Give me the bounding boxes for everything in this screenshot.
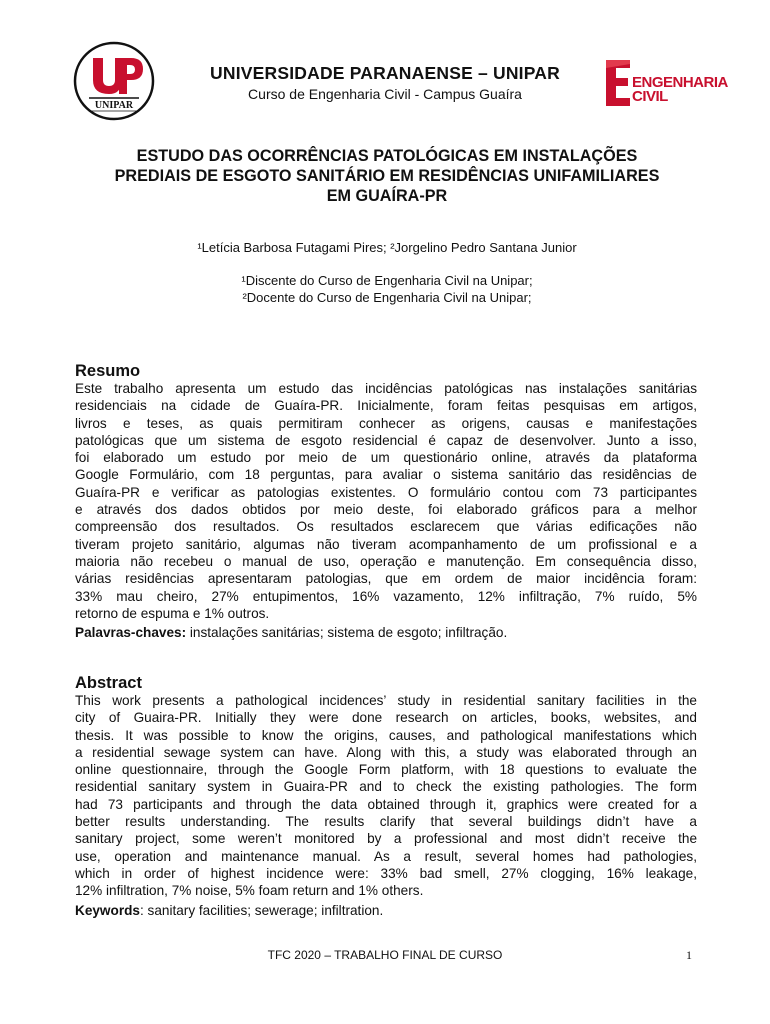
eng-logo-line1: ENGENHARIA [632,74,728,91]
course-campus: Curso de Engenharia Civil - Campus Guaíra [248,86,522,102]
resumo-line: maioria não recebeu o manual de uso, operação e manutenção. Em consequência disso, [75,553,697,569]
resumo-line: Guaíra-PR e verificar as patologias existentes. O formulário contou com 73 participantes [75,484,697,500]
abstract-line: city of Guaira-PR. Initially they were done research on articles, books, websites, and [75,710,697,726]
abstract-line: better results understanding. The results clarify that several buildings didn’t have a [75,814,697,830]
resumo-keywords-label: Palavras-chaves: [75,625,187,640]
abstract-keywords-label: Keywords [75,903,140,918]
affiliations [70,272,704,306]
abstract-line: had 73 participants and through the data obtained through it, graphics were created for a [75,796,697,812]
abstract-keywords [75,903,383,918]
abstract-line: a residential sewage system can have. Along with this, a study was elaborated through an [75,744,697,760]
university-name: UNIVERSIDADE PARANAENSE – UNIPAR [210,63,560,83]
abstract-line: thesis. It was possible to know the origins, causes, and pathological manifestations which [75,727,697,743]
unipar-logo [73,40,155,122]
resumo-line: várias residências apresentaram patologias, que em ordem de maior incidência foram: [75,571,697,587]
page-number: 1 [686,948,692,962]
abstract-line: This work presents a pathological incidences’ study in residential sanitary facilities in the [75,693,697,708]
resumo-line: retorno de espuma e 1% outros. [75,605,270,621]
resumo-line: e através dos dados obtidos por meio deste, foi elaborado gráficos para a melhor [75,502,697,518]
title-line-3: EM GUAÍRA-PR [326,187,448,205]
resumo-keywords [75,625,507,640]
abstract-line: which in order of highest incidence were: 33% bad smell, 27% clogging, 16% leakage, [75,865,697,881]
affiliation-2: ²Docente do Curso de Engenharia Civil na Unipar; [242,290,532,305]
affiliation-1: ¹Discente do Curso de Engenharia Civil na Unipar; [241,273,533,288]
title-line-1: ESTUDO DAS OCORRÊNCIAS PATOLÓGICAS EM INSTALAÇÕES [136,147,638,165]
eng-logo-line2: CIVIL [632,88,668,105]
resumo-line: compreensão dos resultados. Os resultados esclarecem que várias edificações não [75,519,697,535]
abstract-line: use, operation and maintenance manual. As a result, several homes had pathologies, [75,848,697,864]
authors: ¹Letícia Barbosa Futagami Pires; ²Jorgelino Pedro Santana Junior [197,240,577,255]
resumo-line: residenciais na cidade de Guaíra-PR. Inicialmente, foram feitas pesquisas em artigos, [75,398,697,414]
abstract-line: sanitary project, some weren’t monitored by a professional and most didn’t receive the [75,831,697,847]
resumo-body [75,380,697,622]
resumo-line: foi elaborado um estudo por meio de um questionário online, através da plataforma [75,450,697,466]
abstract-keywords-text: : sanitary facilities; sewerage; infiltration. [139,903,384,918]
unipar-logo-text: UNIPAR [94,100,134,111]
resumo-line: patológicas que um sistema de esgoto residencial é capaz de desenvolver. Junto a isso, [75,432,697,448]
abstract-body [75,692,697,900]
resumo-line: Este trabalho apresenta um estudo das incidências patológicas nas instalações sanitárias [75,381,697,396]
title-line-2: PREDIAIS DE ESGOTO SANITÁRIO EM RESIDÊNCIAS UNIFAMILIARES [114,167,660,185]
resumo-line: livros e teses, as quais permitiram conhecer as origens, causas e manifestações [75,415,697,431]
abstract-heading: Abstract [75,674,142,692]
abstract-line: 12% infiltration, 7% noise, 5% foam return and 1% others. [75,883,424,899]
abstract-line: residential sanitary system in Guaira-PR and to check the existing pathologies. The form [75,779,697,795]
paper-title [70,146,704,206]
resumo-line: Google Formulário, com 18 perguntas, para avaliar o sistema sanitário das residências de [75,467,697,483]
resumo-keywords-text: instalações sanitárias; sistema de esgoto; infiltração. [186,625,508,640]
page-footer: TFC 2020 – TRABALHO FINAL DE CURSO [267,948,503,962]
resumo-line: tiveram projeto sanitário, algumas não tiveram acompanhamento de um profissional e a [75,536,697,552]
resumo-line: 33% mau cheiro, 27% entupimentos, 16% vazamento, 12% infiltração, 7% ruído, 5% [75,588,697,604]
abstract-line: online questionnaire, through the Google Form platform, with 18 questions to evaluate the [75,762,697,778]
resumo-heading: Resumo [75,362,141,380]
